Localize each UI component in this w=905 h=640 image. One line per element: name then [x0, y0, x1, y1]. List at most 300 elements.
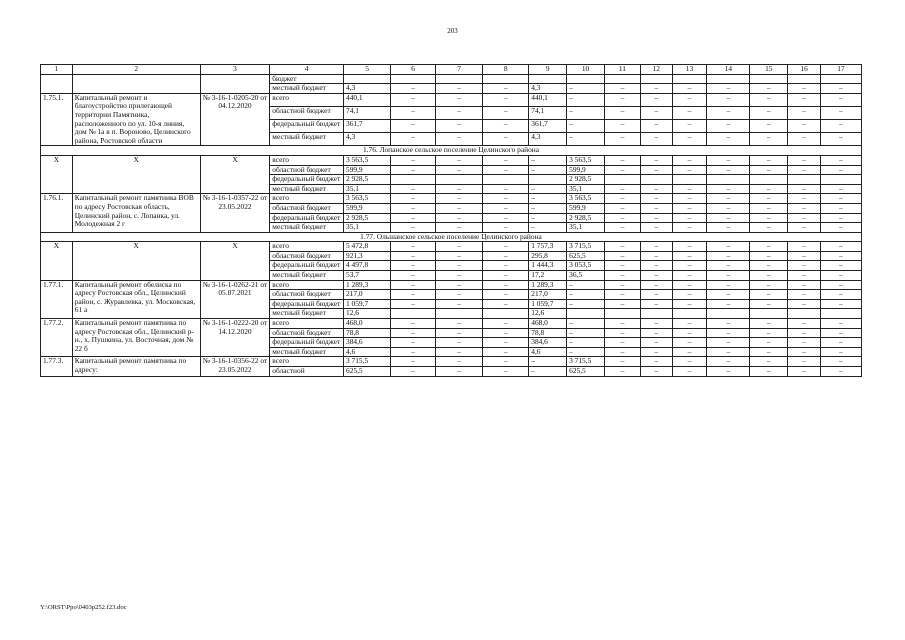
row-code: 1.77.1. — [41, 280, 73, 318]
col-14-value: – — [707, 357, 750, 367]
col-9-value: 12,6 — [529, 309, 567, 319]
col-15-value: – — [750, 203, 788, 213]
col-13-value: – — [672, 242, 707, 252]
col-16-value: – — [788, 203, 821, 213]
col-17-value: – — [820, 328, 861, 338]
col-17-value: – — [820, 223, 861, 233]
document-ref: № 3-16-1-0356-22 от 23.05.2022 — [200, 357, 270, 376]
col-17-value: – — [820, 319, 861, 329]
col-8-value: – — [483, 280, 529, 290]
total-value: 3 563,5 — [344, 194, 391, 204]
col-7-value: – — [436, 223, 483, 233]
col-9-value: 1 444,3 — [529, 261, 567, 271]
col-16-value: – — [788, 213, 821, 223]
col-9-value: 468,0 — [529, 319, 567, 329]
col-14-value: – — [707, 106, 750, 119]
col-8-value: – — [483, 299, 529, 309]
col-8-value — [483, 74, 529, 84]
budget-source: местный бюджет — [270, 347, 344, 357]
total-value: 2 928,5 — [344, 175, 391, 185]
col-13-value: – — [672, 280, 707, 290]
col-7-value: – — [436, 290, 483, 300]
col-6-value — [391, 309, 436, 319]
total-value: 12,6 — [344, 309, 391, 319]
column-header: 11 — [605, 65, 641, 75]
budget-source: местный бюджет — [270, 271, 344, 281]
col-12-value: – — [640, 328, 672, 338]
object-name — [72, 74, 200, 93]
budget-source: областной бюджет — [270, 251, 344, 261]
col-9-value: – — [529, 357, 567, 367]
col-17-value: – — [820, 194, 861, 204]
col-8-value: – — [483, 319, 529, 329]
column-header: 13 — [672, 65, 707, 75]
col-10-value: – — [567, 133, 605, 146]
col-13-value: – — [672, 328, 707, 338]
col-12-value — [640, 175, 672, 185]
col-7-value — [436, 74, 483, 84]
col-10-value: – — [567, 84, 605, 94]
col-14-value: – — [707, 120, 750, 133]
col-8-value: – — [483, 133, 529, 146]
total-value: 4,3 — [344, 133, 391, 146]
col-6-value: – — [391, 357, 436, 367]
budget-source: местный бюджет — [270, 133, 344, 146]
col-14-value: – — [707, 261, 750, 271]
col-6-value: – — [391, 290, 436, 300]
col-17-value: – — [820, 338, 861, 348]
col-11-value: – — [605, 280, 641, 290]
table-row — [41, 242, 862, 252]
col-15-value: – — [750, 261, 788, 271]
col-9-value: 384,6 — [529, 338, 567, 348]
col-7-value: – — [436, 155, 483, 165]
document-ref: Х — [200, 155, 270, 193]
col-10-value: 625,5 — [567, 251, 605, 261]
col-15-value: – — [750, 93, 788, 106]
col-13-value: – — [672, 357, 707, 367]
col-15-value — [750, 175, 788, 185]
col-15-value: – — [750, 223, 788, 233]
col-10-value: – — [567, 299, 605, 309]
total-value: 35,1 — [344, 184, 391, 194]
col-15-value: – — [750, 290, 788, 300]
document-ref: № 3-16-1-0357-22 от 23.05.2022 — [200, 194, 270, 232]
col-15-value: – — [750, 319, 788, 329]
col-11-value: – — [605, 165, 641, 175]
col-17-value: – — [820, 290, 861, 300]
col-10-value: 2 928,5 — [567, 213, 605, 223]
col-17-value: – — [820, 133, 861, 146]
col-17-value — [820, 74, 861, 84]
total-value: 599,9 — [344, 203, 391, 213]
col-9-value: – — [529, 203, 567, 213]
col-16-value: – — [788, 93, 821, 106]
col-11-value: – — [605, 290, 641, 300]
col-11-value: – — [605, 93, 641, 106]
col-10-value: – — [567, 290, 605, 300]
col-14-value — [707, 175, 750, 185]
col-12-value: – — [640, 194, 672, 204]
col-11-value: – — [605, 194, 641, 204]
col-7-value: – — [436, 280, 483, 290]
column-header: 7 — [436, 65, 483, 75]
col-16-value: – — [788, 223, 821, 233]
col-16-value: – — [788, 299, 821, 309]
column-header: 3 — [200, 65, 270, 75]
col-14-value: – — [707, 133, 750, 146]
col-14-value: – — [707, 251, 750, 261]
col-15-value: – — [750, 338, 788, 348]
col-17-value: – — [820, 106, 861, 119]
col-12-value: – — [640, 367, 672, 377]
col-15-value: – — [750, 120, 788, 133]
col-7-value: – — [436, 357, 483, 367]
col-7-value: – — [436, 367, 483, 377]
budget-source: областной бюджет — [270, 290, 344, 300]
budget-source: всего — [270, 319, 344, 329]
col-6-value: – — [391, 271, 436, 281]
col-12-value: – — [640, 223, 672, 233]
document-ref: Х — [200, 242, 270, 280]
col-16-value: – — [788, 155, 821, 165]
col-7-value: – — [436, 203, 483, 213]
col-15-value: – — [750, 194, 788, 204]
col-12-value: – — [640, 242, 672, 252]
col-14-value: – — [707, 84, 750, 94]
col-9-value — [529, 74, 567, 84]
budget-source: федеральный бюджет — [270, 261, 344, 271]
col-7-value: – — [436, 299, 483, 309]
col-12-value: – — [640, 203, 672, 213]
col-7-value: – — [436, 84, 483, 94]
col-13-value: – — [672, 338, 707, 348]
col-9-value: 295,8 — [529, 251, 567, 261]
col-14-value: – — [707, 280, 750, 290]
col-17-value: – — [820, 203, 861, 213]
col-16-value: – — [788, 319, 821, 329]
row-code: 1.77.2. — [41, 319, 73, 357]
col-8-value: – — [483, 194, 529, 204]
col-13-value: – — [672, 155, 707, 165]
col-7-value: – — [436, 271, 483, 281]
col-6-value: – — [391, 347, 436, 357]
col-15-value: – — [750, 251, 788, 261]
col-13-value: – — [672, 223, 707, 233]
col-17-value: – — [820, 155, 861, 165]
col-13-value: – — [672, 251, 707, 261]
object-name: Х — [72, 242, 200, 280]
total-value: 468,0 — [344, 319, 391, 329]
col-8-value: – — [483, 357, 529, 367]
col-6-value: – — [391, 367, 436, 377]
total-value: 625,5 — [344, 367, 391, 377]
col-16-value: – — [788, 338, 821, 348]
col-13-value: – — [672, 120, 707, 133]
col-6-value: – — [391, 223, 436, 233]
col-11-value: – — [605, 357, 641, 367]
col-9-value: 440,1 — [529, 93, 567, 106]
col-15-value: – — [750, 84, 788, 94]
column-header: 6 — [391, 65, 436, 75]
budget-source: федеральный бюджет — [270, 213, 344, 223]
col-12-value: – — [640, 280, 672, 290]
col-6-value: – — [391, 251, 436, 261]
col-12-value: – — [640, 271, 672, 281]
document-ref — [200, 74, 270, 93]
object-name: Капитальный ремонт памятника ВОВ по адресу Ростовская область, Целинский район, с. Лопанка, ул. Молодежная 2 г — [72, 194, 200, 232]
col-15-value: – — [750, 367, 788, 377]
col-17-value: – — [820, 93, 861, 106]
budget-source: федеральный бюджет — [270, 175, 344, 185]
col-11-value: – — [605, 367, 641, 377]
col-9-value: – — [529, 194, 567, 204]
col-7-value: – — [436, 328, 483, 338]
col-12-value: – — [640, 120, 672, 133]
object-name: Капитальный ремонт и благоустройство прилегающей территории Памятника, расположенного по ул. 10-я линия, дом № 1а в п. Вороново, Целинского района, Ростовской области — [72, 93, 200, 146]
total-value: 3 715,5 — [344, 357, 391, 367]
col-11-value — [605, 175, 641, 185]
col-6-value: – — [391, 299, 436, 309]
col-10-value: 625,5 — [567, 367, 605, 377]
col-11-value: – — [605, 223, 641, 233]
total-value: 78,8 — [344, 328, 391, 338]
col-10-value: – — [567, 347, 605, 357]
budget-source: областной бюджет — [270, 165, 344, 175]
col-10-value: 35,1 — [567, 223, 605, 233]
col-17-value: – — [820, 280, 861, 290]
col-11-value: – — [605, 213, 641, 223]
col-8-value: – — [483, 242, 529, 252]
col-14-value: – — [707, 242, 750, 252]
col-14-value: – — [707, 194, 750, 204]
budget-source: бюджет — [270, 74, 344, 84]
col-15-value: – — [750, 242, 788, 252]
col-11-value: – — [605, 133, 641, 146]
col-12-value: – — [640, 251, 672, 261]
total-value: 361,7 — [344, 120, 391, 133]
col-16-value: – — [788, 280, 821, 290]
col-8-value: – — [483, 165, 529, 175]
col-15-value: – — [750, 280, 788, 290]
col-9-value — [529, 175, 567, 185]
col-10-value: 599,9 — [567, 203, 605, 213]
col-7-value: – — [436, 184, 483, 194]
col-6-value: – — [391, 338, 436, 348]
col-10-value: – — [567, 106, 605, 119]
col-9-value: – — [529, 223, 567, 233]
col-13-value: – — [672, 299, 707, 309]
col-16-value: – — [788, 120, 821, 133]
col-7-value: – — [436, 251, 483, 261]
col-12-value: – — [640, 299, 672, 309]
col-10-value: 36,5 — [567, 271, 605, 281]
total-value: 1 289,3 — [344, 280, 391, 290]
col-15-value: – — [750, 133, 788, 146]
col-17-value: – — [820, 165, 861, 175]
budget-source: местный бюджет — [270, 184, 344, 194]
total-value: 4 497,8 — [344, 261, 391, 271]
table-row — [41, 155, 862, 165]
total-value: 2 928,5 — [344, 213, 391, 223]
table-row — [41, 194, 862, 204]
table-row — [41, 74, 862, 84]
total-value: 4,3 — [344, 84, 391, 94]
column-header: 10 — [567, 65, 605, 75]
col-7-value: – — [436, 120, 483, 133]
budget-source: всего — [270, 194, 344, 204]
table-row — [41, 93, 862, 106]
col-14-value: – — [707, 165, 750, 175]
section-row — [41, 232, 862, 242]
col-8-value: – — [483, 271, 529, 281]
col-12-value: – — [640, 347, 672, 357]
col-13-value: – — [672, 290, 707, 300]
col-11-value: – — [605, 242, 641, 252]
col-14-value: – — [707, 319, 750, 329]
object-name: Х — [72, 155, 200, 193]
col-16-value: – — [788, 347, 821, 357]
col-16-value: – — [788, 271, 821, 281]
col-12-value: – — [640, 213, 672, 223]
col-8-value — [483, 175, 529, 185]
col-7-value — [436, 175, 483, 185]
total-value: 35,1 — [344, 223, 391, 233]
budget-source: всего — [270, 280, 344, 290]
col-6-value: – — [391, 93, 436, 106]
col-15-value: – — [750, 347, 788, 357]
col-10-value: – — [567, 93, 605, 106]
budget-source: областной бюджет — [270, 328, 344, 338]
col-14-value: – — [707, 93, 750, 106]
col-14-value: – — [707, 271, 750, 281]
col-16-value: – — [788, 242, 821, 252]
col-15-value: – — [750, 155, 788, 165]
col-9-value: 1 289,3 — [529, 280, 567, 290]
total-value: 1 059,7 — [344, 299, 391, 309]
col-6-value: – — [391, 165, 436, 175]
col-6-value: – — [391, 328, 436, 338]
col-10-value: 3 715,5 — [567, 242, 605, 252]
total-value: 599,9 — [344, 165, 391, 175]
document-ref: № 3-16-1-0262-21 от 05.07.2021 — [200, 280, 270, 318]
budget-source: всего — [270, 155, 344, 165]
col-6-value: – — [391, 213, 436, 223]
col-14-value: – — [707, 328, 750, 338]
object-name: Капитальный ремонт памятника по адресу: — [72, 357, 200, 376]
col-12-value: – — [640, 357, 672, 367]
col-8-value: – — [483, 290, 529, 300]
col-11-value: – — [605, 155, 641, 165]
total-value: 384,6 — [344, 338, 391, 348]
budget-source: всего — [270, 93, 344, 106]
col-14-value: – — [707, 213, 750, 223]
col-16-value: – — [788, 194, 821, 204]
col-8-value: – — [483, 93, 529, 106]
col-9-value: 217,0 — [529, 290, 567, 300]
total-value: 5 472,8 — [344, 242, 391, 252]
budget-source: местный бюджет — [270, 84, 344, 94]
col-11-value: – — [605, 299, 641, 309]
col-6-value: – — [391, 280, 436, 290]
col-9-value: – — [529, 213, 567, 223]
col-8-value: – — [483, 251, 529, 261]
total-value: 3 563,5 — [344, 155, 391, 165]
col-7-value: – — [436, 319, 483, 329]
col-6-value: – — [391, 120, 436, 133]
col-13-value: – — [672, 165, 707, 175]
col-12-value: – — [640, 290, 672, 300]
col-14-value — [707, 309, 750, 319]
col-12-value — [640, 309, 672, 319]
col-16-value: – — [788, 106, 821, 119]
col-11-value: – — [605, 271, 641, 281]
col-12-value — [640, 74, 672, 84]
col-11-value: – — [605, 328, 641, 338]
col-8-value: – — [483, 203, 529, 213]
budget-table — [40, 64, 862, 377]
col-12-value: – — [640, 319, 672, 329]
col-6-value: – — [391, 194, 436, 204]
col-11-value: – — [605, 184, 641, 194]
row-code: Х — [41, 242, 73, 280]
column-header: 9 — [529, 65, 567, 75]
col-13-value: – — [672, 261, 707, 271]
col-15-value: – — [750, 328, 788, 338]
col-17-value: – — [820, 184, 861, 194]
col-12-value: – — [640, 165, 672, 175]
column-header: 4 — [270, 65, 344, 75]
column-header: 15 — [750, 65, 788, 75]
col-9-value: – — [529, 184, 567, 194]
total-value: 4,6 — [344, 347, 391, 357]
col-15-value: – — [750, 357, 788, 367]
row-code — [41, 74, 73, 93]
col-13-value: – — [672, 347, 707, 357]
col-10-value: – — [567, 338, 605, 348]
col-11-value: – — [605, 261, 641, 271]
col-17-value: – — [820, 120, 861, 133]
col-7-value: – — [436, 133, 483, 146]
col-15-value: – — [750, 165, 788, 175]
col-15-value — [750, 309, 788, 319]
col-15-value: – — [750, 106, 788, 119]
total-value: 921,3 — [344, 251, 391, 261]
col-7-value: – — [436, 347, 483, 357]
col-17-value: – — [820, 271, 861, 281]
col-11-value: – — [605, 84, 641, 94]
col-10-value: 3 053,5 — [567, 261, 605, 271]
col-7-value: – — [436, 165, 483, 175]
col-13-value: – — [672, 93, 707, 106]
col-8-value: – — [483, 347, 529, 357]
col-10-value: 3 563,5 — [567, 194, 605, 204]
col-15-value — [750, 74, 788, 84]
budget-source: местный бюджет — [270, 223, 344, 233]
col-9-value: 17,2 — [529, 271, 567, 281]
col-10-value — [567, 74, 605, 84]
col-11-value: – — [605, 319, 641, 329]
budget-source: федеральный бюджет — [270, 120, 344, 133]
document-ref: № 3-16-1-0205-20 от 04.12.2020 — [200, 93, 270, 146]
col-7-value: – — [436, 106, 483, 119]
row-code: Х — [41, 155, 73, 193]
col-10-value: 599,9 — [567, 165, 605, 175]
column-header: 5 — [344, 65, 391, 75]
column-header: 17 — [820, 65, 861, 75]
col-6-value — [391, 74, 436, 84]
section-row — [41, 146, 862, 156]
